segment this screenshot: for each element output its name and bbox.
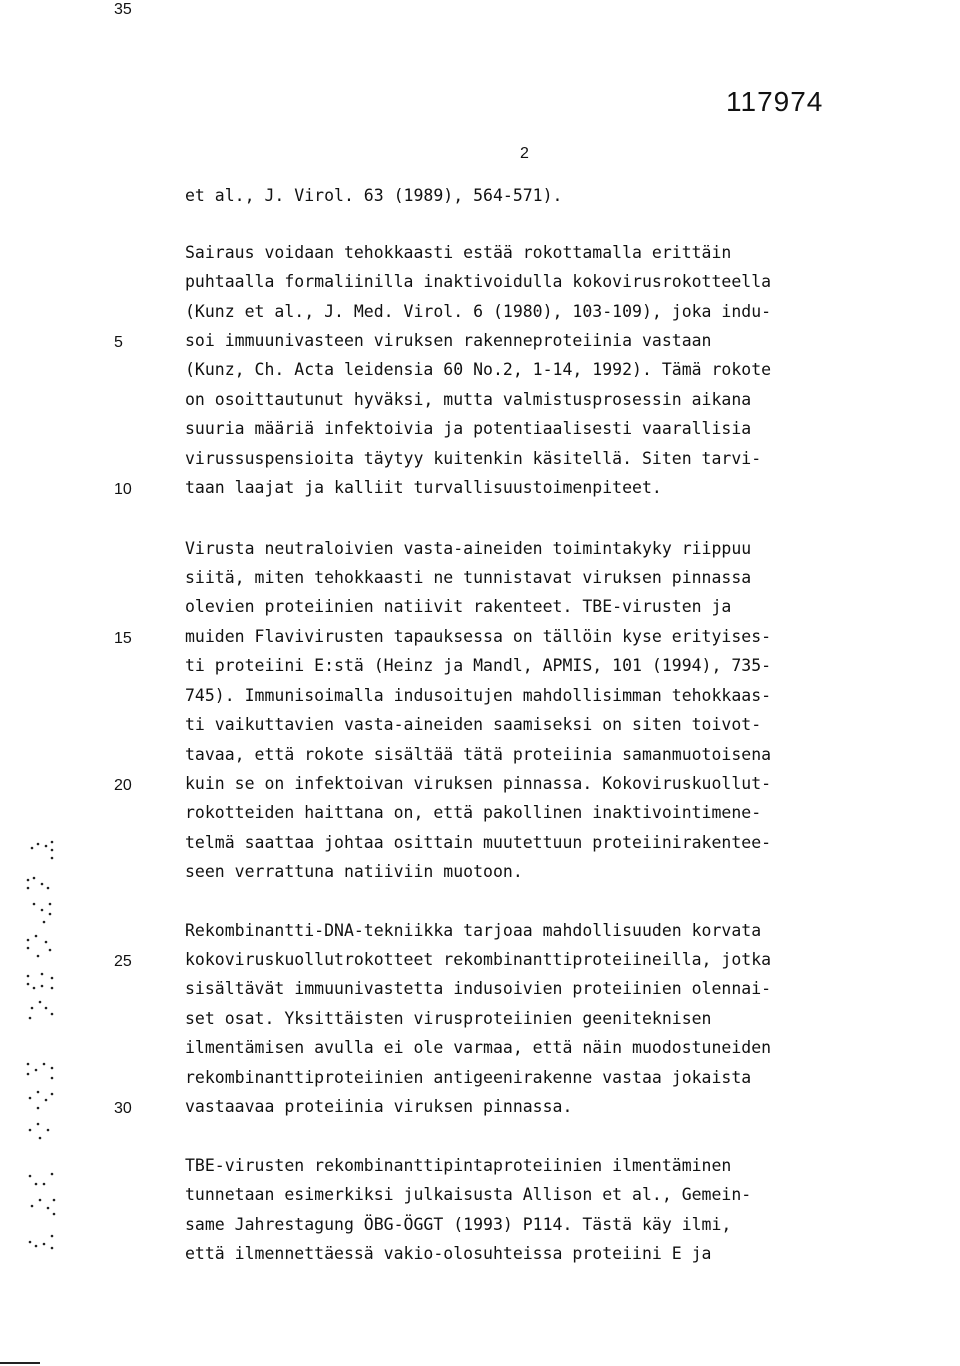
- text-line: soi immuunivasteen viruksen rakenneproteiinia vastaan: [185, 331, 712, 350]
- text-line: siitä, miten tehokkaasti ne tunnistavat viruksen pinnassa: [185, 568, 752, 587]
- text-line: virussuspensioita täytyy kuitenkin käsitellä. Siten tarvi-: [185, 449, 762, 468]
- text-line: Rekombinantti-DNA-tekniikka tarjoaa mahdollisuuden korvata: [185, 921, 762, 940]
- text-line: rokotteiden haittana on, että pakollinen inaktivointimene-: [185, 803, 762, 822]
- margin-line-number: 15: [114, 630, 132, 647]
- text-line: suuria määriä infektoivia ja potentiaalisesti vaarallisia: [185, 419, 752, 438]
- text-line: että ilmennettäessä vakio-olosuhteissa proteiini E ja: [185, 1244, 712, 1263]
- text-line: Virusta neutraloivien vasta-aineiden toimintakyky riippuu: [185, 539, 752, 558]
- text-line: kokoviruskuollutrokotteet rekombinanttiproteiineilla, jotka: [185, 950, 772, 969]
- margin-line-number: 5: [114, 334, 123, 351]
- text-line: on osoittautunut hyväksi, mutta valmistusprosessin aikana: [185, 390, 752, 409]
- text-line: tunnetaan esimerkiksi julkaisusta Allison et al., Gemein-: [185, 1185, 752, 1204]
- bottom-rule: [0, 1362, 40, 1364]
- text-line: ilmentämisen avulla ei ole varmaa, että näin muodostuneiden: [185, 1038, 772, 1057]
- text-line: ti vaikuttavien vasta-aineiden saamiseksi on siten toivot-: [185, 715, 762, 734]
- text-line: vastaavaa proteiinia viruksen pinnassa.: [185, 1097, 573, 1116]
- margin-line-number: 35: [114, 1, 132, 18]
- margin-line-number: 10: [114, 481, 132, 498]
- text-line: muiden Flavivirusten tapauksessa on tällöin kyse erityises-: [185, 627, 772, 646]
- text-line: (Kunz, Ch. Acta leidensia 60 No.2, 1-14, 1992). Tämä rokote: [185, 360, 772, 379]
- text-line: (Kunz et al., J. Med. Virol. 6 (1980), 103-109), joka indu-: [185, 302, 772, 321]
- text-line: puhtaalla formaliinilla inaktivoidulla kokovirusrokotteella: [185, 272, 772, 291]
- text-line: same Jahrestagung ÖBG-ÖGGT (1993) P114. Tästä käy ilmi,: [185, 1215, 732, 1234]
- page-number: 2: [520, 145, 529, 162]
- text-line: tavaa, että rokote sisältää tätä proteiinia samanmuotoisena: [185, 745, 772, 764]
- margin-line-number: 30: [114, 1100, 132, 1117]
- margin-dot-pattern: [22, 838, 72, 1268]
- text-line: TBE-virusten rekombinanttipintaproteiinien ilmentäminen: [185, 1156, 732, 1175]
- text-line: sisältävät immuunivastetta indusoivien proteiinien olennai-: [185, 979, 772, 998]
- margin-line-number: 20: [114, 777, 132, 794]
- document-number: 117974: [726, 86, 824, 117]
- margin-line-number: 25: [114, 953, 132, 970]
- text-line: seen verrattuna natiiviin muotoon.: [185, 862, 523, 881]
- text-line: taan laajat ja kalliit turvallisuustoimenpiteet.: [185, 478, 662, 497]
- text-line: rekombinanttiproteiinien antigeenirakenne vastaa jokaista: [185, 1068, 752, 1087]
- text-line: kuin se on infektoivan viruksen pinnassa. Kokoviruskuollut-: [185, 774, 772, 793]
- text-line: et al., J. Virol. 63 (1989), 564-571).: [185, 186, 563, 205]
- text-line: set osat. Yksittäisten virusproteiinien geeniteknisen: [185, 1009, 712, 1028]
- text-line: Sairaus voidaan tehokkaasti estää rokottamalla erittäin: [185, 243, 732, 262]
- text-line: 745). Immunisoimalla indusoitujen mahdollisimman tehokkaas-: [185, 686, 772, 705]
- text-line: ti proteiini E:stä (Heinz ja Mandl, APMIS, 101 (1994), 735-: [185, 656, 772, 675]
- text-line: olevien proteiinien natiivit rakenteet. TBE-virusten ja: [185, 597, 732, 616]
- text-line: telmä saattaa johtaa osittain muutettuun proteiinirakentee-: [185, 833, 772, 852]
